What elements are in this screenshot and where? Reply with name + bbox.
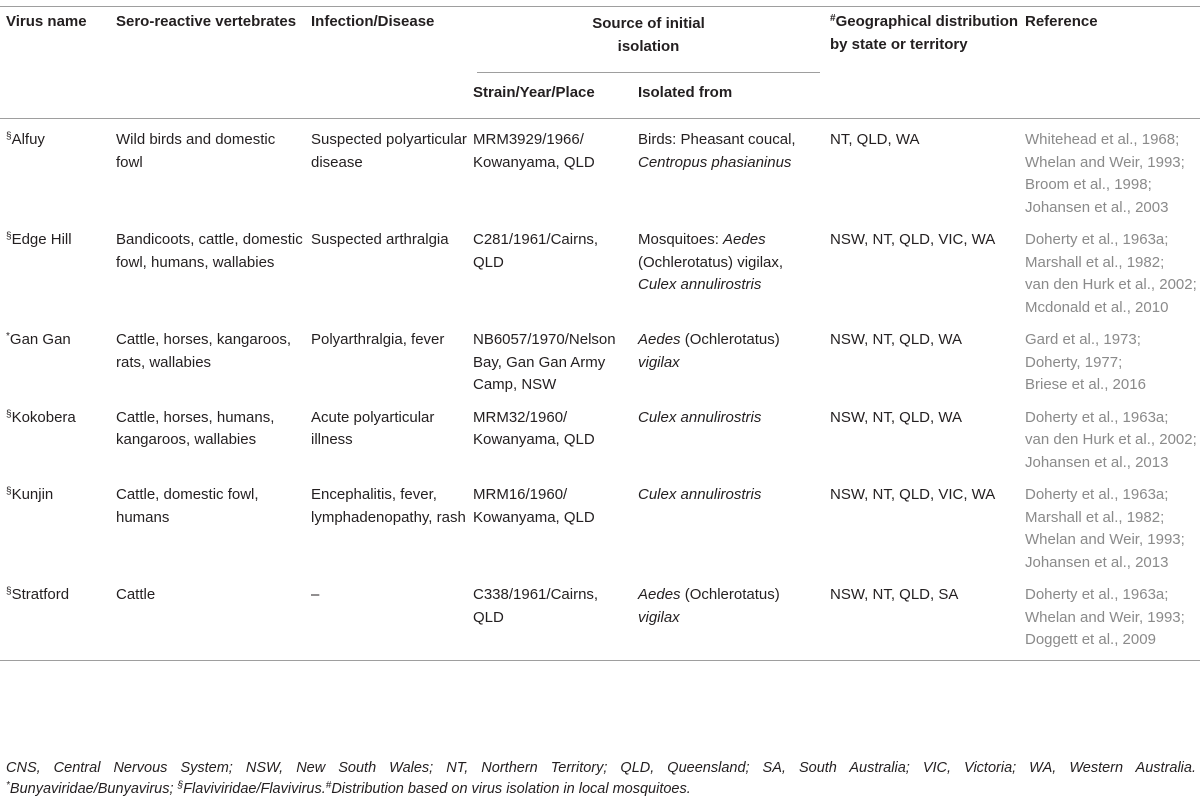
reference-item: Doggett et al., 2009 [1025, 631, 1156, 648]
header-infection: Infection/Disease [305, 7, 467, 119]
strain-cell: MRM16/1960/ Kowanyama, QLD [473, 486, 595, 526]
reference-cell [1019, 219, 1200, 319]
strain-cell: C281/1961/Cairns, QLD [473, 231, 599, 271]
footnote-star: * [6, 780, 10, 791]
isolated-cell: Mosquitoes: Aedes (Ochlerotatus) vigilax, Culex annulirostris [638, 231, 784, 293]
geo-cell: NSW, NT, QLD, SA [824, 574, 1019, 660]
header-row [0, 7, 1200, 74]
virus-name-cell [0, 574, 110, 660]
table-row [0, 397, 1200, 475]
sero-cell: Cattle, horses, kangaroos, rats, wallabies [116, 331, 292, 371]
header-virus-name: Virus name [0, 7, 110, 119]
header-source-label: Source of initial isolation [592, 15, 705, 55]
isolated-species: Centropus phasianinus [638, 153, 792, 171]
strain-cell: NB6057/1970/Nelson Bay, Gan Gan Army Camp, NSW [473, 331, 616, 393]
infection-cell: Suspected arthralgia [311, 231, 449, 248]
footnote-sect: § [177, 780, 184, 791]
footnote-hash: # [325, 780, 332, 791]
reference-item: Whitehead et al., 1968; [1025, 131, 1180, 148]
infection-cell: Encephalitis, fever, lymphadenopathy, rash [311, 486, 466, 526]
isolated-cell [632, 474, 824, 574]
reference-item: Doherty et al., 1963a; [1025, 231, 1169, 248]
reference-item: Gard et al., 1973; [1025, 331, 1141, 348]
reference-item: Johansen et al., 2013 [1025, 453, 1169, 471]
geo-cell: NSW, NT, QLD, WA [830, 331, 962, 348]
virus-mark: § [6, 586, 12, 597]
virus-name: Stratford [11, 586, 70, 603]
reference-item: Doherty et al., 1963a; [1025, 486, 1169, 503]
reference-item: Marshall et al., 1982; [1025, 253, 1165, 271]
isolated-text: Mosquitoes: [638, 231, 719, 248]
virus-table [0, 6, 1200, 661]
virus-mark: § [6, 131, 12, 142]
virus-name-cell [0, 219, 110, 319]
infection-cell: – [305, 574, 467, 660]
sero-cell: Bandicoots, cattle, domestic fowl, humans, wallabies [116, 231, 303, 271]
isolated-cell [632, 574, 824, 660]
table-row [0, 319, 1200, 397]
header-geo-mark: # [830, 13, 836, 24]
strain-cell: MRM32/1960/ Kowanyama, QLD [473, 408, 595, 448]
virus-name: Kunjin [11, 486, 54, 503]
reference-cell [1019, 319, 1200, 397]
isolated-species: vigilax [638, 353, 680, 371]
isolated-subgenus: (Ochlerotatus) [638, 253, 734, 271]
virus-name-cell [0, 474, 110, 574]
virus-mark: § [6, 486, 12, 497]
sero-cell: Cattle, domestic fowl, humans [116, 486, 259, 526]
isolated-species: Culex annulirostris [638, 486, 762, 503]
infection-cell: Polyarthralgia, fever [311, 331, 445, 348]
reference-item: Doherty et al., 1963a; [1025, 408, 1169, 426]
virus-name: Kokobera [11, 408, 76, 426]
virus-name-cell [0, 319, 110, 397]
isolated-genus: Aedes [638, 331, 681, 348]
reference-cell [1019, 574, 1200, 660]
geo-cell: NSW, NT, QLD, WA [830, 408, 962, 426]
reference-item: Johansen et al., 2013 [1025, 553, 1169, 571]
isolated-species: vigilax [737, 253, 779, 271]
virus-name: Gan Gan [9, 331, 71, 348]
infection-cell: Acute polyarticular illness [311, 408, 435, 448]
reference-cell [1019, 474, 1200, 574]
table-footnote [6, 758, 1196, 800]
reference-item: Briese et al., 2016 [1025, 376, 1146, 393]
sero-cell: Wild birds and domestic fowl [116, 131, 276, 171]
reference-cell [1019, 397, 1200, 475]
reference-item: van den Hurk et al., 2002; [1025, 276, 1197, 293]
footnote-dist: Distribution based on virus isolation in local mosquitoes. [331, 781, 691, 797]
header-isolated-from: Isolated from [632, 73, 824, 119]
geo-cell: NT, QLD, WA [830, 131, 920, 148]
footnote-legend [6, 779, 1196, 800]
virus-mark: § [6, 231, 12, 242]
strain-cell: C338/1961/Cairns, QLD [467, 574, 632, 660]
virus-name: Alfuy [11, 131, 45, 148]
reference-cell [1019, 119, 1200, 220]
header-sero-reactive: Sero-reactive vertebrates [110, 7, 305, 119]
footnote-bunya: Bunyaviridae/Bunyavirus; [9, 781, 174, 797]
reference-item: Whelan and Weir, 1993; [1025, 608, 1185, 626]
reference-item: Broom et al., 1998; [1025, 176, 1152, 193]
isolated-cell [632, 119, 824, 220]
virus-name: Edge Hill [11, 231, 72, 248]
isolated-genus: Aedes [638, 586, 681, 603]
isolated-species: Culex annulirostris [638, 408, 762, 426]
header-geo [824, 7, 1019, 119]
reference-item: Doherty et al., 1963a; [1025, 586, 1169, 603]
virus-name-cell [0, 397, 110, 475]
reference-item: Marshall et al., 1982; [1025, 508, 1165, 526]
isolated-species: vigilax [638, 608, 680, 626]
table-row [0, 219, 1200, 319]
virus-name-cell [0, 119, 110, 220]
sero-cell: Cattle, horses, humans, kangaroos, wallabies [116, 408, 275, 448]
header-reference: Reference [1019, 7, 1200, 119]
reference-item: Doherty, 1977; [1025, 353, 1123, 371]
footnote-abbreviations: CNS, Central Nervous System; NSW, New South Wales; NT, Northern Territory; QLD, Queensland; SA, South Australia; VIC, Victoria; WA, Western Australia. [6, 760, 1196, 776]
virus-mark: * [6, 331, 10, 342]
isolated-species-2: Culex annulirostris [638, 276, 762, 293]
table-row [0, 474, 1200, 574]
geo-cell: NSW, NT, QLD, VIC, WA [830, 486, 996, 503]
header-strain: Strain/Year/Place [467, 73, 632, 119]
reference-item: Whelan and Weir, 1993; [1025, 153, 1185, 171]
table-row [0, 119, 1200, 220]
isolated-subgenus: (Ochlerotatus) [684, 331, 780, 348]
table-row [0, 574, 1200, 660]
isolated-cell [632, 319, 824, 397]
footnote-flavi: Flaviviridae/Flavivirus. [183, 781, 326, 797]
sero-cell: Cattle [110, 574, 305, 660]
infection-cell: Suspected polyarticular disease [311, 131, 467, 171]
isolated-subgenus: (Ochlerotatus) [684, 586, 780, 603]
isolated-genus: Aedes [723, 231, 766, 248]
isolated-text: Birds: Pheasant coucal, [638, 131, 796, 148]
reference-item: Johansen et al., 2003 [1025, 198, 1169, 216]
header-source [467, 7, 824, 74]
header-geo-label: Geographical distribution by state or territory [830, 13, 1019, 53]
reference-item: Whelan and Weir, 1993; [1025, 531, 1185, 548]
strain-cell: MRM3929/1966/ Kowanyama, QLD [473, 131, 595, 171]
reference-item: van den Hurk et al., 2002; [1025, 431, 1197, 448]
geo-cell: NSW, NT, QLD, VIC, WA [830, 231, 996, 248]
reference-item: Mcdonald et al., 2010 [1025, 298, 1169, 316]
isolated-cell [632, 397, 824, 475]
virus-mark: § [6, 408, 12, 420]
